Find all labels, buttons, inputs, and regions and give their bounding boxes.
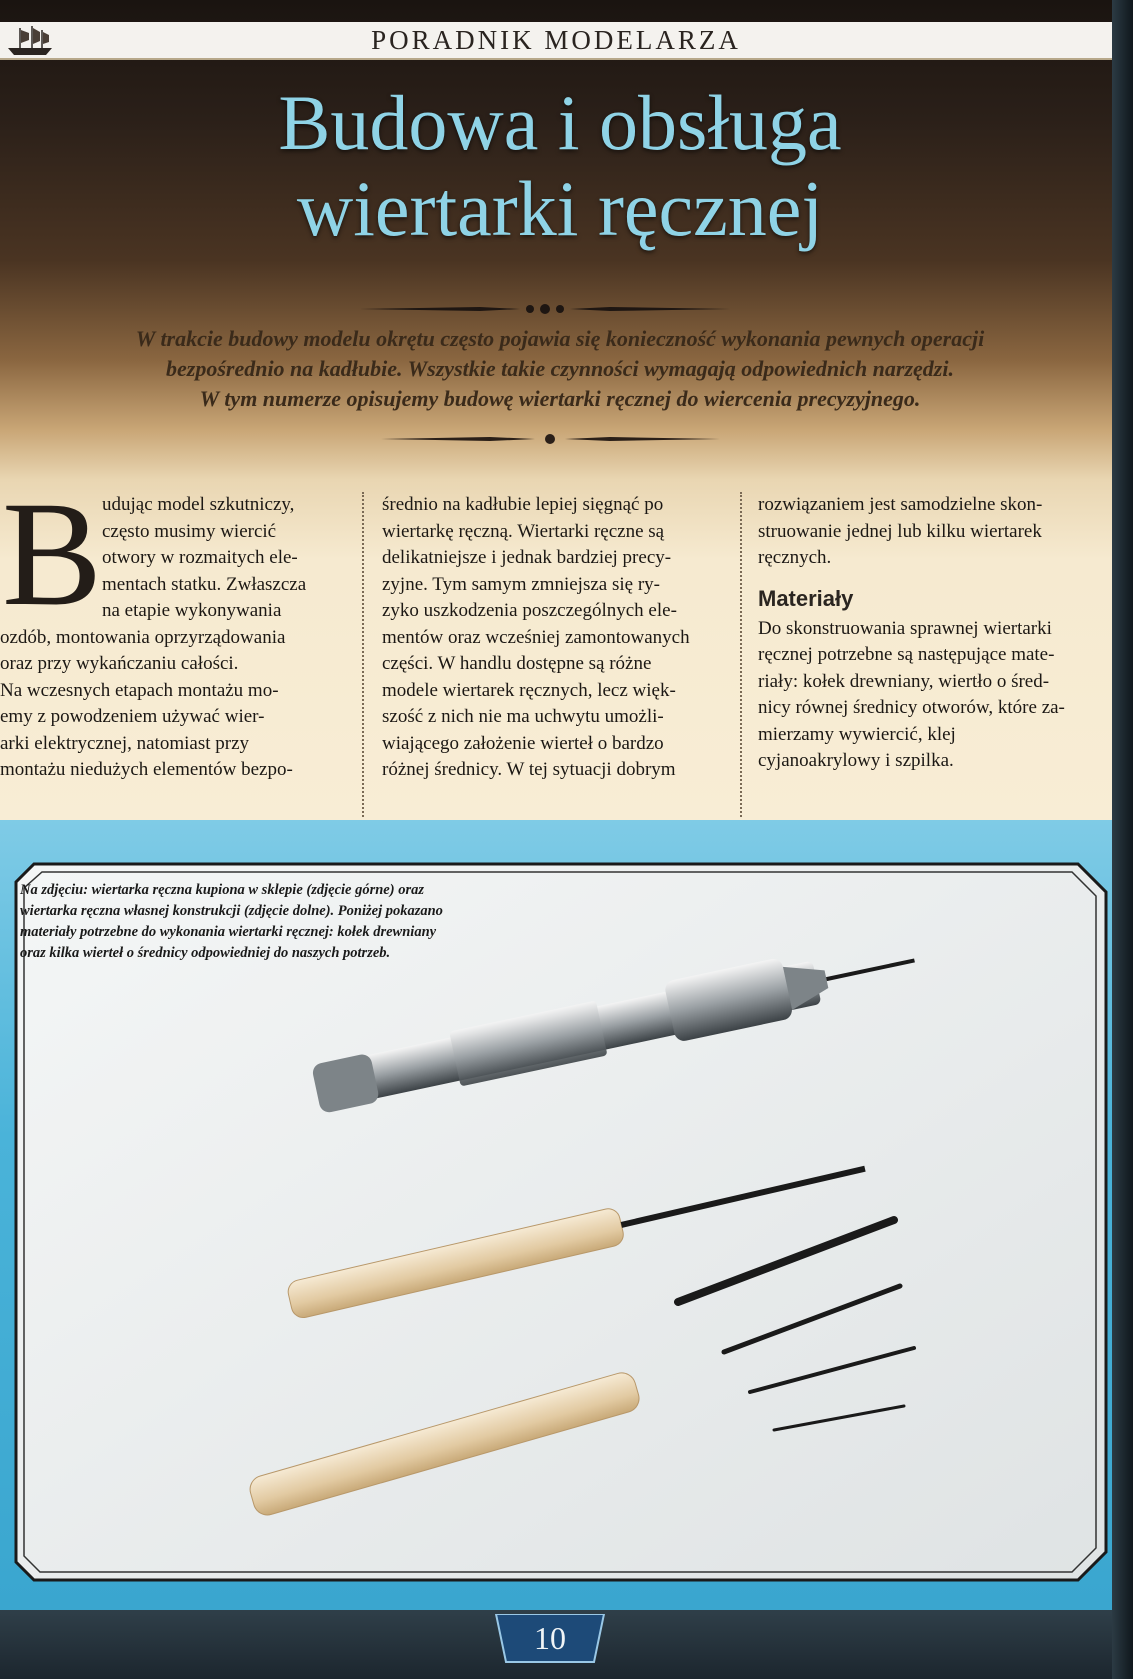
title-line-1: Budowa i obsługa [278, 79, 842, 166]
column-2 [382, 492, 727, 784]
text-line: zyko uszkodzenia poszczególnych ele- [382, 600, 677, 621]
title-line-2: wiertarki ręcznej [296, 165, 824, 252]
text-line: otwory w rozmaitych ele- [102, 547, 298, 568]
text-line: różnej średnicy. W tej sytuacji dobrym [382, 759, 676, 780]
text-line: wiającego założenie wierteł o bardzo [382, 732, 664, 754]
section-title: PORADNIK MODELARZA [371, 25, 741, 55]
text-line: często musimy wiercić [102, 520, 277, 542]
photo-frame [14, 862, 1108, 1582]
text-line: arki elektrycznej, natomiast przy [0, 732, 250, 754]
ornament-divider-top [360, 298, 730, 320]
lead-line: W tym numerze opisujemy budowę wiertarki ręcznej do wiercenia precyzyjnego. [199, 386, 921, 411]
subheading-materials: Materiały [758, 585, 854, 611]
lead-paragraph [40, 324, 1080, 414]
text-line: mierzamy wywiercić, klej [758, 723, 956, 745]
text-line: ozdób, montowania oprzyrządowania [0, 626, 286, 648]
text-line: części. W handlu dostępne są różne [382, 653, 652, 674]
text-line: montażu niedużych elementów bezpo- [0, 759, 293, 780]
page-number: 10 [534, 1620, 566, 1656]
text-line: rozwiązaniem jest samodzielne skon- [758, 494, 1043, 515]
drop-cap: B [2, 471, 103, 637]
lead-line: W trakcie budowy modelu okrętu często pojawia się konieczność wykonania pewnych operacji [135, 326, 985, 351]
caption-line: oraz kilka wierteł o średnicy odpowiedniej do naszych potrzeb. [20, 945, 391, 961]
text-line: oraz przy wykańczaniu całości. [0, 653, 239, 674]
text-line: struowanie jednej lub kilku wiertarek [758, 520, 1042, 542]
text-line: średnio na kadłubie lepiej sięgnąć po [382, 494, 664, 515]
text-line: Na wczesnych etapach montażu mo- [0, 679, 279, 701]
caption-line: wiertarka ręczna własnej konstrukcji (zdjęcie dolne). Poniżej pokazano [20, 903, 443, 919]
text-line: emy z powodzeniem używać wier- [0, 706, 265, 727]
column-1-text [0, 492, 345, 784]
caption-line: materiały potrzebne do wykonania wiertarki ręcznej: kołek drewniany [20, 924, 437, 940]
text-line: ręcznej potrzebne są następujące mate- [758, 644, 1055, 665]
page-edge [1112, 0, 1133, 1679]
text-line: Do skonstruowania sprawnej wiertarki [758, 617, 1052, 639]
ornament-divider-bottom [380, 428, 720, 450]
body-columns [0, 471, 1112, 822]
text-line: riały: kołek drewniany, wiertło o śred- [758, 670, 1050, 692]
text-line: wiertarkę ręczną. Wiertarki ręczne są [382, 520, 665, 542]
text-line: mentów oraz wcześniej zamontowanych [382, 626, 690, 648]
caption-line: Na zdjęciu: wiertarka ręczna kupiona w sklepie (zdjęcie górne) oraz [20, 882, 424, 898]
text-line: mentach statku. Zwłaszcza [102, 573, 307, 595]
column-separator [740, 492, 742, 817]
text-line: nicy równej średnicy otworów, które za- [758, 697, 1065, 718]
text-line: szość z nich nie ma uchwytu umożli- [382, 706, 664, 727]
text-line: udując model szkutniczy, [102, 494, 295, 515]
photo-caption [20, 880, 540, 964]
text-line: na etapie wykonywania [102, 600, 282, 621]
text-line: zyjne. Tym samym zmniejsza się ry- [382, 573, 660, 595]
page-title [160, 80, 960, 252]
text-line: delikatniejsze i jednak bardziej precy- [382, 547, 672, 568]
column-3 [758, 492, 1108, 775]
header-bar [0, 22, 1112, 60]
lead-line: bezpośrednio na kadłubie. Wszystkie takie czynności wymagają odpowiednich narzędzi. [166, 356, 954, 381]
text-line: cyjanoakrylowy i szpilka. [758, 750, 954, 771]
text-line: ręcznych. [758, 547, 832, 568]
text-line: modele wiertarek ręcznych, lecz więk- [382, 679, 676, 701]
column-separator [362, 492, 364, 817]
